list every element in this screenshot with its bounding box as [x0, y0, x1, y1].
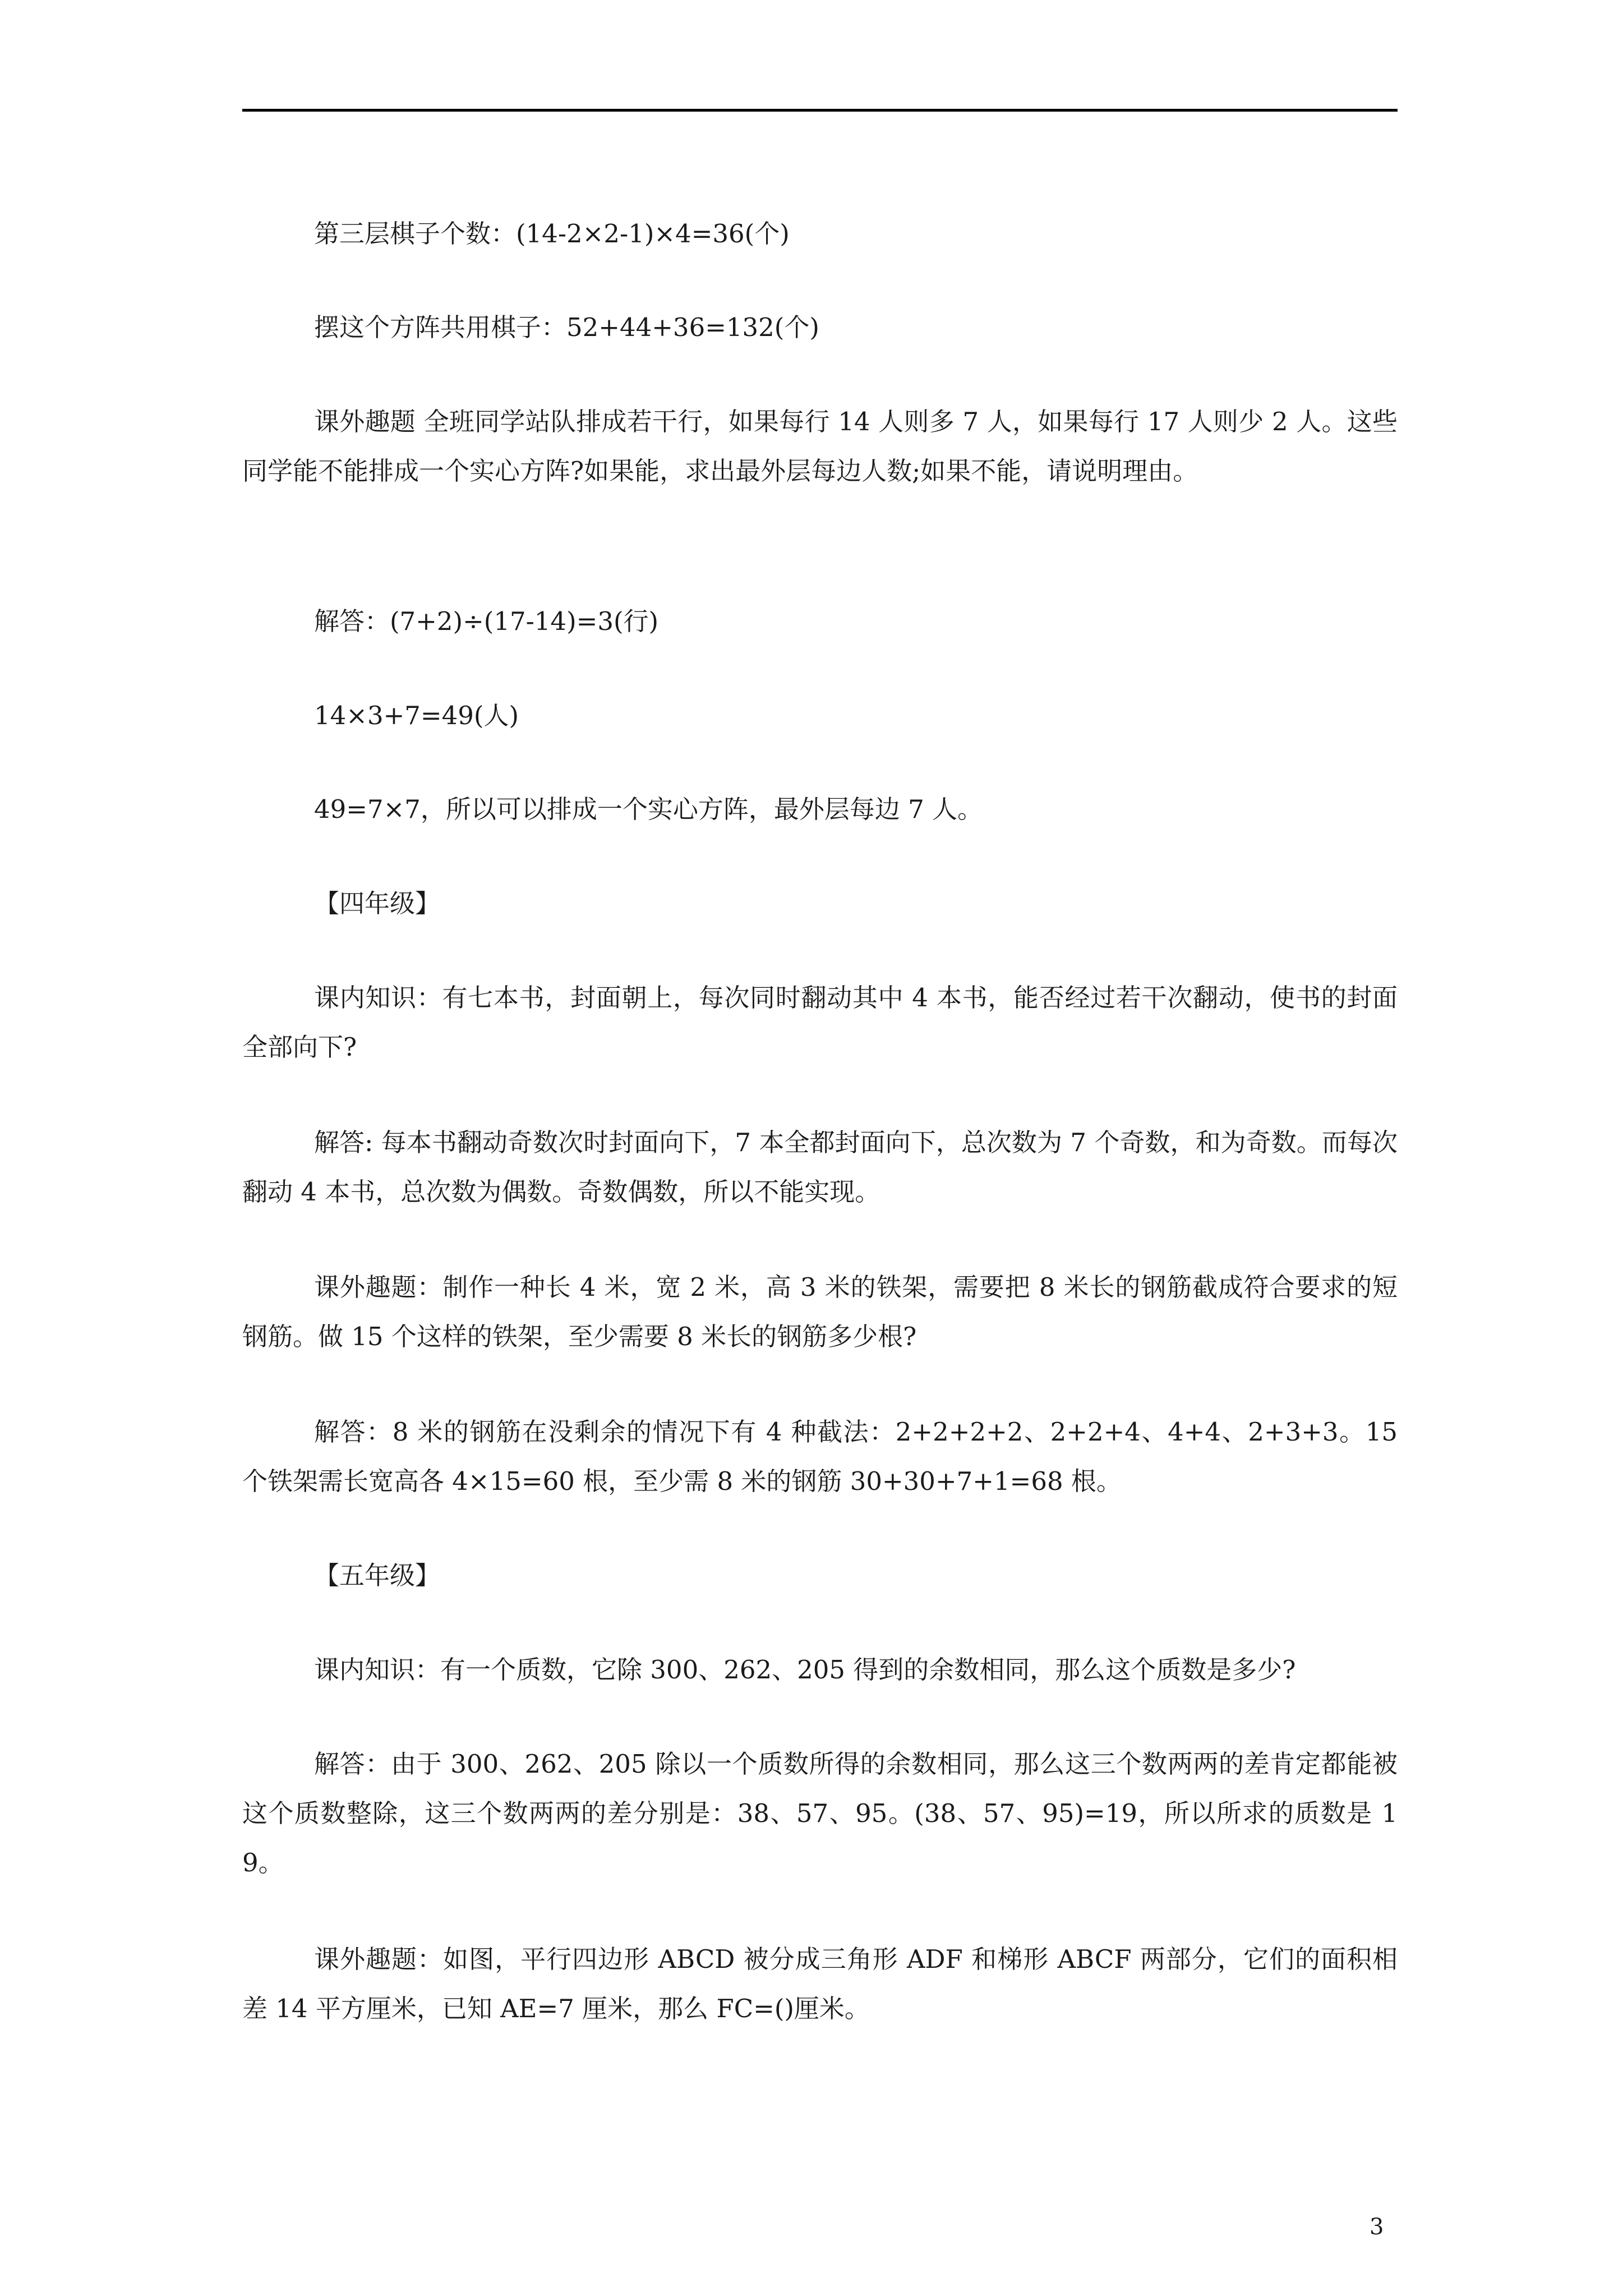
paragraph-answer-step2: 14×3+7=49(人) [314, 701, 519, 730]
paragraph-extra-problem-grade3: 课外趣题 全班同学站队排成若干行，如果每行 14 人则多 7 人，如果每行 17 人则少 2 人。这些同学能不能排成一个实心方阵?如果能，求出最外层每边人数;如果不能，请说明理由。 [242, 407, 1398, 486]
section-heading-grade5: 【五年级】 [314, 1561, 441, 1590]
paragraph-answer-step1: 解答：(7+2)÷(17-14)=3(行) [314, 606, 659, 636]
paragraph-extra-problem-grade5: 课外趣题：如图，平行四边形 ABCD 被分成三角形 ADF 和梯形 ABCF 两部分，它们的面积相差 14 平方厘米，已知 AE=7 厘米，那么 FC=()厘米。 [242, 1944, 1398, 2023]
page-number: 3 [1370, 2214, 1384, 2240]
paragraph-third-layer-count: 第三层棋子个数：(14-2×2-1)×4=36(个) [314, 219, 790, 249]
paragraph-answer-prime: 解答：由于 300、262、205 除以一个质数所得的余数相同，那么这三个数两两的差肯定都能被这个质数整除，这三个数两两的差分别是：38、57、95。(38、57、95)=19，所以所求的质数是 19。 [242, 1749, 1398, 1878]
paragraph-class-knowledge-grade4: 课内知识：有七本书，封面朝上，每次同时翻动其中 4 本书，能否经过若干次翻动，使书的封面全部向下? [242, 983, 1398, 1062]
header-rule [242, 109, 1398, 112]
section-heading-grade4: 【四年级】 [314, 889, 441, 918]
paragraph-total-pieces: 摆这个方阵共用棋子：52+44+36=132(个) [314, 312, 819, 342]
paragraph-extra-problem-grade4: 课外趣题：制作一种长 4 米，宽 2 米，高 3 米的铁架，需要把 8 米长的钢筋截成符合要求的短钢筋。做 15 个这样的铁架，至少需要 8 米长的钢筋多少根? [242, 1272, 1398, 1351]
paragraph-answer-conclusion: 49=7×7，所以可以排成一个实心方阵，最外层每边 7 人。 [314, 794, 983, 824]
paragraph-answer-steel-bars: 解答：8 米的钢筋在没剩余的情况下有 4 种截法：2+2+2+2、2+2+4、4+4、2+3+3。15 个铁架需长宽高各 4×15=60 根，至少需 8 米的钢筋 30+30+7+1=68 根。 [242, 1417, 1398, 1496]
paragraph-answer-grade4: 解答: 每本书翻动奇数次时封面向下，7 本全都封面向下，总次数为 7 个奇数，和为奇数。而每次翻动 4 本书，总次数为偶数。奇数偶数，所以不能实现。 [242, 1128, 1398, 1207]
paragraph-class-knowledge-grade5: 课内知识：有一个质数，它除 300、262、205 得到的余数相同，那么这个质数是多少? [314, 1655, 1296, 1685]
